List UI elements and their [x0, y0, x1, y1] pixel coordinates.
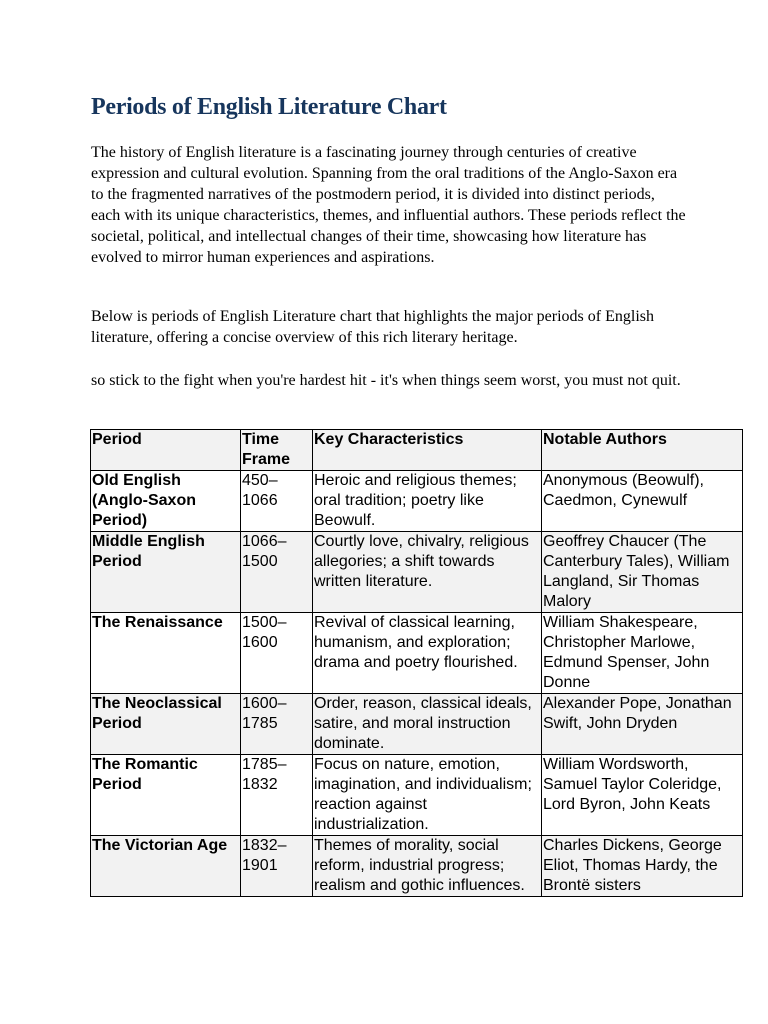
characteristics-cell: Themes of morality, social reform, industrial progress; realism and gothic influences.	[313, 836, 542, 897]
characteristics-cell: Heroic and religious themes; oral tradition; poetry like Beowulf.	[313, 471, 542, 532]
authors-cell: Alexander Pope, Jonathan Swift, John Dryden	[542, 694, 743, 755]
period-cell: The Neoclassical Period	[91, 694, 241, 755]
authors-cell: Geoffrey Chaucer (The Canterbury Tales), William Langland, Sir Thomas Malory	[542, 532, 743, 613]
chart-intro-paragraph: Below is periods of English Literature chart that highlights the major periods of English literature, offering a concise overview of this rich literary heritage.	[91, 308, 654, 346]
page-title: Periods of English Literature Chart	[91, 94, 447, 120]
table-row	[91, 532, 743, 613]
table-row	[91, 471, 743, 532]
period-cell: The Renaissance	[91, 613, 241, 694]
time-frame-cell: 450–1066	[241, 471, 313, 532]
characteristics-cell: Order, reason, classical ideals, satire, and moral instruction dominate.	[313, 694, 542, 755]
intro-paragraph: The history of English literature is a fascinating journey through centuries of creative expression and cultural evolution. Spanning from the oral traditions of the Anglo-Saxon era to the fragmented narratives of the postmodern period, it is divided into distinct periods, each with its unique characteristics, themes, and influential authors. These periods reflect the societal, political, and intellectual changes of their time, showcasing how literature has evolved to mirror human experiences and aspirations.	[91, 144, 686, 266]
table-row	[91, 613, 743, 694]
header-notable-authors: Notable Authors	[542, 430, 743, 471]
time-frame-cell: 1500–1600	[241, 613, 313, 694]
time-frame-cell: 1785–1832	[241, 755, 313, 836]
characteristics-cell: Courtly love, chivalry, religious allegories; a shift towards written literature.	[313, 532, 542, 613]
table-row	[91, 836, 743, 897]
header-period: Period	[91, 430, 241, 471]
table-header-row	[91, 430, 743, 471]
time-frame-cell: 1066–1500	[241, 532, 313, 613]
authors-cell: William Wordsworth, Samuel Taylor Coleridge, Lord Byron, John Keats	[542, 755, 743, 836]
period-cell: The Romantic Period	[91, 755, 241, 836]
literature-periods-table	[90, 429, 743, 897]
period-cell: Middle English Period	[91, 532, 241, 613]
characteristics-cell: Revival of classical learning, humanism, and exploration; drama and poetry flourished.	[313, 613, 542, 694]
period-cell: The Victorian Age	[91, 836, 241, 897]
header-key-characteristics: Key Characteristics	[313, 430, 542, 471]
time-frame-cell: 1832–1901	[241, 836, 313, 897]
authors-cell: Anonymous (Beowulf), Caedmon, Cynewulf	[542, 471, 743, 532]
authors-cell: Charles Dickens, George Eliot, Thomas Hardy, the Brontë sisters	[542, 836, 743, 897]
quote-paragraph: so stick to the fight when you're hardest hit - it's when things seem worst, you must not quit.	[91, 372, 681, 389]
authors-cell: William Shakespeare, Christopher Marlowe, Edmund Spenser, John Donne	[542, 613, 743, 694]
table-row	[91, 694, 743, 755]
table-row	[91, 755, 743, 836]
characteristics-cell: Focus on nature, emotion, imagination, and individualism; reaction against industrialization.	[313, 755, 542, 836]
period-cell: Old English (Anglo-Saxon Period)	[91, 471, 241, 532]
time-frame-cell: 1600–1785	[241, 694, 313, 755]
header-time-frame: Time Frame	[241, 430, 313, 471]
